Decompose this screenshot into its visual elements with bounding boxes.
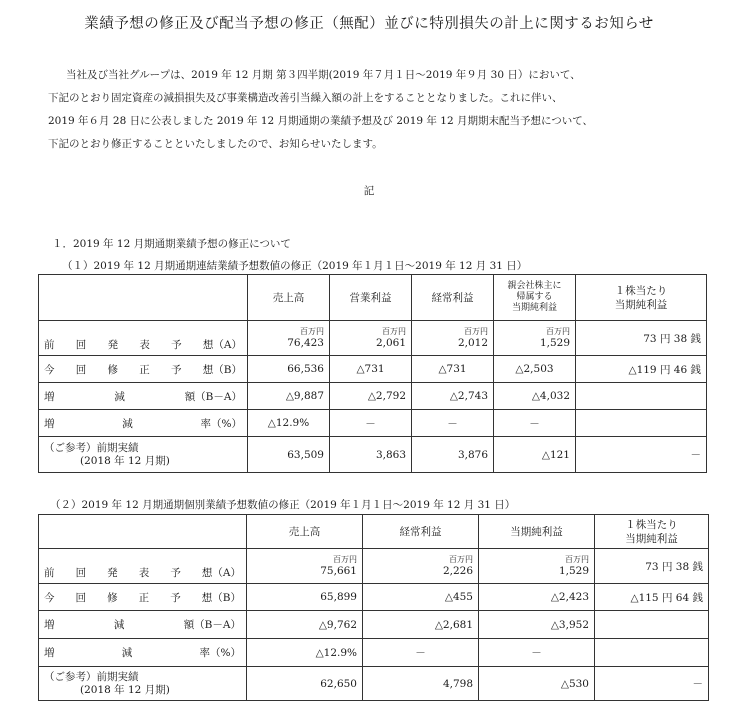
cell-sales: △9,762 bbox=[247, 611, 363, 639]
cell-ordinary: △2,681 bbox=[363, 611, 479, 639]
cell-net: △2,423 bbox=[479, 584, 595, 611]
consolidated-forecast-table bbox=[38, 274, 707, 473]
row-label-current: 今 回 修 正 予 想（B） bbox=[39, 584, 247, 611]
header-ordinary-profit: 経常利益 bbox=[363, 515, 479, 549]
cell-net: － bbox=[494, 410, 576, 437]
table-row bbox=[39, 549, 709, 584]
cell-net: 百万円 1,529 bbox=[494, 321, 576, 356]
row-label-change-rate: 増 減 率（%） bbox=[39, 410, 248, 437]
section-1-heading: １．2019 年 12 月期通期業績予想の修正について bbox=[52, 238, 291, 250]
cell-net: 百万円 1,529 bbox=[479, 549, 595, 584]
header-eps: １株当たり 当期純利益 bbox=[595, 515, 709, 549]
table-row bbox=[39, 410, 707, 437]
cell-operating: 百万円 2,061 bbox=[330, 321, 412, 356]
intro-line: 2019 年６月 28 日に公表しました 2019 年 12 月期通期の業績予想及び 2019 年 12 月期期末配当予想について、 bbox=[48, 115, 594, 127]
intro-line: 当社及び当社グループは、2019 年 12 月期 第３四半期(2019 年７月１日～2019 年９月 30 日）において、 bbox=[66, 69, 581, 81]
table-row bbox=[39, 356, 707, 383]
cell-sales: 百万円 76,423 bbox=[248, 321, 330, 356]
cell-sales: △9,887 bbox=[248, 383, 330, 410]
cell-net: － bbox=[479, 639, 595, 667]
cell-net: △3,952 bbox=[479, 611, 595, 639]
table-row bbox=[39, 321, 707, 356]
cell-net: △121 bbox=[494, 437, 576, 473]
table-header-row bbox=[39, 515, 709, 549]
sub-1-heading: （１）2019 年 12 月期通期連結業績予想数値の修正（2019 年１月１日～2019 年 12 月 31 日） bbox=[62, 260, 528, 272]
header-blank-cell bbox=[39, 275, 248, 321]
ki-marker: 記 bbox=[363, 185, 375, 197]
cell-sales: 65,899 bbox=[247, 584, 363, 611]
header-net-income: 当期純利益 bbox=[479, 515, 595, 549]
header-blank-cell bbox=[39, 515, 247, 549]
cell-eps: － bbox=[576, 437, 707, 473]
cell-sales: 63,509 bbox=[248, 437, 330, 473]
cell-eps: 73 円 38 銭 bbox=[576, 321, 707, 356]
page-title: 業績予想の修正及び配当予想の修正（無配）並びに特別損失の計上に関するお知らせ bbox=[84, 16, 654, 32]
cell-eps bbox=[576, 410, 707, 437]
row-label-previous: 前 回 発 表 予 想（A） bbox=[39, 321, 248, 356]
table-row bbox=[39, 584, 709, 611]
cell-eps bbox=[595, 611, 709, 639]
cell-net: △530 bbox=[479, 667, 595, 701]
row-label-change-amount: 増 減 額（B－A） bbox=[39, 611, 247, 639]
table-row bbox=[39, 383, 707, 410]
cell-sales: 百万円 75,661 bbox=[247, 549, 363, 584]
intro-line: 下記のとおり固定資産の減損損失及び事業構造改善引当繰入額の計上をすることとなりました。これに伴い、 bbox=[48, 92, 563, 104]
cell-ordinary: △731 bbox=[412, 356, 494, 383]
intro-paragraph bbox=[48, 64, 708, 156]
nonconsolidated-forecast-table bbox=[38, 514, 709, 701]
cell-operating: 3,863 bbox=[330, 437, 412, 473]
header-sales: 売上高 bbox=[248, 275, 330, 321]
row-label-change-rate: 増 減 率（%） bbox=[39, 639, 247, 667]
table-header-row bbox=[39, 275, 707, 321]
sub-2-heading: （２）2019 年 12 月期通期個別業績予想数値の修正（2019 年１月１日～2019 年 12 月 31 日） bbox=[50, 499, 516, 511]
cell-ordinary: － bbox=[363, 639, 479, 667]
cell-operating: △731 bbox=[330, 356, 412, 383]
header-operating-profit: 営業利益 bbox=[330, 275, 412, 321]
header-sales: 売上高 bbox=[247, 515, 363, 549]
cell-ordinary: 百万円 2,012 bbox=[412, 321, 494, 356]
table-row bbox=[39, 639, 709, 667]
cell-eps: 73 円 38 銭 bbox=[595, 549, 709, 584]
cell-ordinary: 4,798 bbox=[363, 667, 479, 701]
cell-net: △2,503 bbox=[494, 356, 576, 383]
cell-sales: △12.9% bbox=[248, 410, 330, 437]
cell-sales: 62,650 bbox=[247, 667, 363, 701]
cell-eps: － bbox=[595, 667, 709, 701]
cell-ordinary: 百万円 2,226 bbox=[363, 549, 479, 584]
cell-eps: △115 円 64 銭 bbox=[595, 584, 709, 611]
table-row bbox=[39, 437, 707, 473]
table-row bbox=[39, 611, 709, 639]
cell-sales: 66,536 bbox=[248, 356, 330, 383]
row-label-previous: 前 回 発 表 予 想（A） bbox=[39, 549, 247, 584]
cell-ordinary: △455 bbox=[363, 584, 479, 611]
cell-ordinary: △2,743 bbox=[412, 383, 494, 410]
header-ordinary-profit: 経常利益 bbox=[412, 275, 494, 321]
row-label-prior-year: （ご参考）前期実績 (2018 年 12 月期) bbox=[39, 437, 248, 473]
cell-eps: △119 円 46 銭 bbox=[576, 356, 707, 383]
cell-sales: △12.9% bbox=[247, 639, 363, 667]
header-eps: １株当たり 当期純利益 bbox=[576, 275, 707, 321]
cell-ordinary: 3,876 bbox=[412, 437, 494, 473]
cell-eps bbox=[576, 383, 707, 410]
intro-line: 下記のとおり修正することといたしましたので、お知らせいたします。 bbox=[48, 138, 383, 150]
cell-operating: △2,792 bbox=[330, 383, 412, 410]
cell-eps bbox=[595, 639, 709, 667]
cell-ordinary: － bbox=[412, 410, 494, 437]
row-label-prior-year: （ご参考）前期実績 (2018 年 12 月期) bbox=[39, 667, 247, 701]
row-label-current: 今 回 修 正 予 想（B） bbox=[39, 356, 248, 383]
cell-operating: － bbox=[330, 410, 412, 437]
table-row bbox=[39, 667, 709, 701]
header-net-income-parent: 親会社株主に 帰属する 当期純利益 bbox=[494, 275, 576, 321]
row-label-change-amount: 増 減 額（B－A） bbox=[39, 383, 248, 410]
cell-net: △4,032 bbox=[494, 383, 576, 410]
